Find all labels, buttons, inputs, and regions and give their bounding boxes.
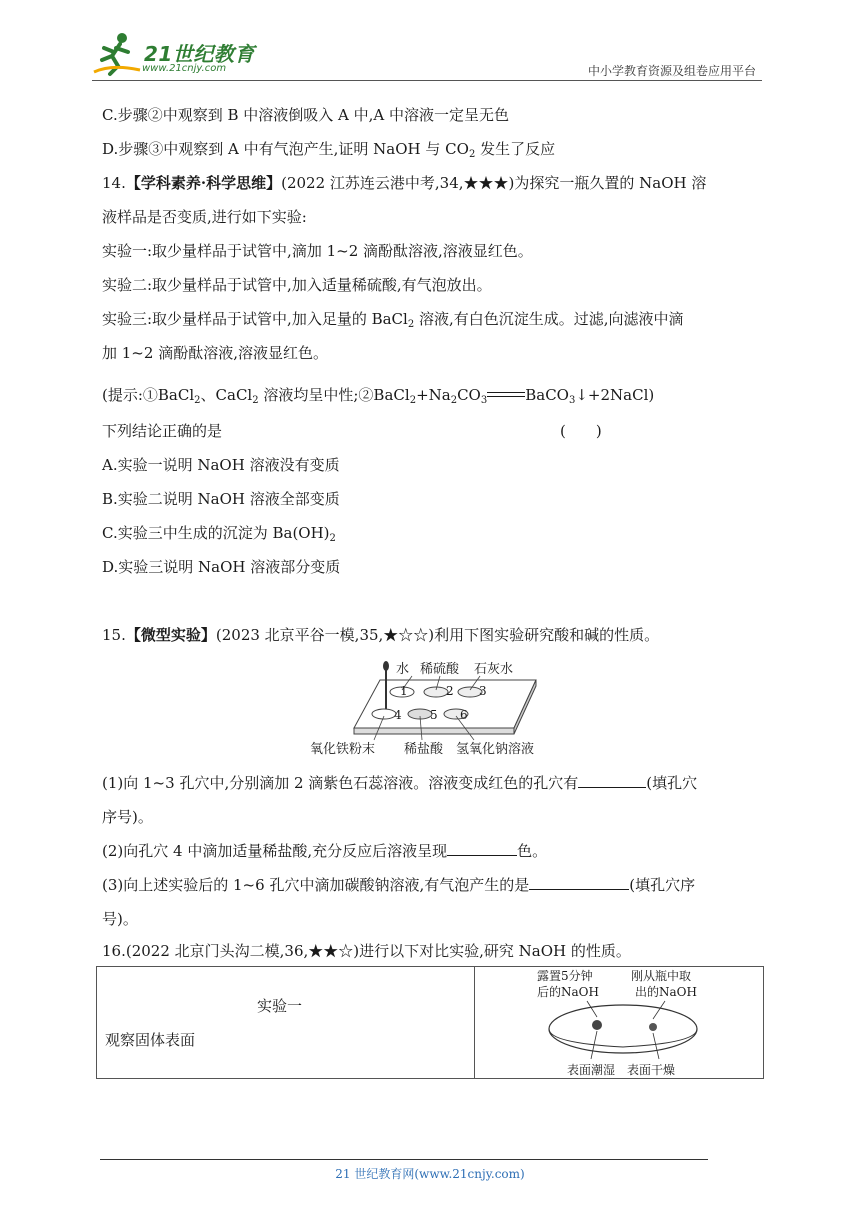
q13-option-d: D.步骤③中观察到 A 中有气泡产生,证明 NaOH 与 $CO_2$ 发生了反应 [102,140,556,160]
experiment-figure-cell [475,967,764,1079]
logo-text: 21世纪教育 [144,42,255,66]
q14-experiment-3-line2: 加 1~2 滴酚酞溶液,溶液显红色。 [102,344,328,362]
label-exposed-naoh-1: 露置5分钟 [537,969,593,983]
q14-experiment-3: 实验三:取少量样品于试管中,加入足量的 BaCl$_2$ 溶液,有白色沉淀生成。过滤,向滤液中滴 [102,310,684,330]
well-number-2: 2 [446,684,454,698]
q14-answer-paren: ( ) [560,422,602,440]
experiment-description: 观察固体表面 [105,1031,196,1049]
logo-url: www.21cnjy.com [142,63,227,74]
well-number-3: 3 [479,684,487,698]
well-plate-figure [310,658,540,758]
well-number-6: 6 [460,708,468,722]
q14-stem-line2: 液样品是否变质,进行如下实验: [102,208,307,226]
q15-tag: 【微型实验】 [125,626,216,644]
q14-tag: 【学科素养·科学思维】 [125,174,282,192]
equals-sign [487,391,525,401]
q15-part-1: (1)向 1~3 孔穴中,分别滴加 2 滴紫色石蕊溶液。溶液变成红色的孔穴有 (填孔穴 [102,774,698,792]
label-surface-moist: 表面潮湿 [567,1063,616,1077]
header-platform-title: 中小学教育资源及组卷应用平台 [587,64,756,78]
q16-stem: 16.(2022 北京门头沟二模,36,★★☆)进行以下对比实验,研究 NaOH 的性质。 [102,942,631,960]
well-number-5: 5 [430,708,438,722]
label-dilute-hydrochloric-acid: 稀盐酸 [404,742,444,757]
q14-option-c: C.实验三中生成的沉淀为 $Ba(OH)_2$ [102,524,336,544]
page-header [92,30,762,80]
footer-divider [100,1159,708,1160]
q14-hint: (提示:①BaCl$_2$、CaCl$_2$ 溶液均呈中性$;②BaCl_2+Na_2CO_3$ BaCO$_3$↓+2NaCl) [102,386,655,406]
well-number-4: 4 [394,708,402,722]
label-exposed-naoh-2: 后的NaOH [537,985,599,999]
experiment-cell [97,967,475,1079]
answer-blank[interactable] [529,875,629,890]
q16-experiment-table [96,966,764,1079]
q15-part-3: (3)向上述实验后的 1~6 孔穴中滴加碳酸钠溶液,有气泡产生的是 (填孔穴序 [102,876,696,894]
q14-experiment-2: 实验二:取少量样品于试管中,加入适量稀硫酸,有气泡放出。 [102,276,492,294]
q13-option-c: C.步骤②中观察到 B 中溶液倒吸入 A 中,A 中溶液一定呈无色 [102,106,510,124]
experiment-title: 实验一 [257,997,303,1015]
q15-part-2: (2)向孔穴 4 中滴加适量稀盐酸,充分反应后溶液呈现 色。 [102,842,548,860]
label-fresh-naoh-2: 出的NaOH [635,985,697,999]
label-iron-oxide-powder: 氧化铁粉末 [310,742,376,757]
label-surface-dry: 表面干燥 [627,1063,676,1077]
well-number-1: 1 [400,684,408,698]
footer-link[interactable]: 21 世纪教育网(www.21cnjy.com) [335,1167,525,1181]
answer-blank[interactable] [578,773,646,788]
q15-stem: 15.【微型实验】(2023 北京平谷一模,35,★☆☆)利用下图实验研究酸和碱的性质。 [102,626,660,644]
q14-option-b: B.实验二说明 NaOH 溶液全部变质 [102,490,340,508]
label-water: 水 [396,662,410,677]
q14-option-d: D.实验三说明 NaOH 溶液部分变质 [102,558,341,576]
header-divider [92,80,762,81]
runner-logo-icon [92,30,146,78]
label-limewater: 石灰水 [474,662,514,677]
answer-blank[interactable] [447,841,517,856]
logo [92,30,262,78]
q14-experiment-1: 实验一:取少量样品于试管中,滴加 1~2 滴酚酞溶液,溶液显红色。 [102,242,533,260]
q14-option-a: A.实验一说明 NaOH 溶液没有变质 [102,456,340,474]
q14-stem: 14.【学科素养·科学思维】(2022 江苏连云港中考,34,★★★)为探究一瓶久置的 NaOH 溶 [102,174,707,192]
q15-part-3-line2: 号)。 [102,910,138,928]
petri-dish-drawing [475,967,765,1078]
label-dilute-sulfuric-acid: 稀硫酸 [420,662,460,677]
label-fresh-naoh-1: 刚从瓶中取 [631,969,692,983]
label-sodium-hydroxide-solution: 氢氧化钠溶液 [456,742,535,757]
q14-question: 下列结论正确的是 [102,422,223,440]
q15-part-1-line2: 序号)。 [102,808,153,826]
